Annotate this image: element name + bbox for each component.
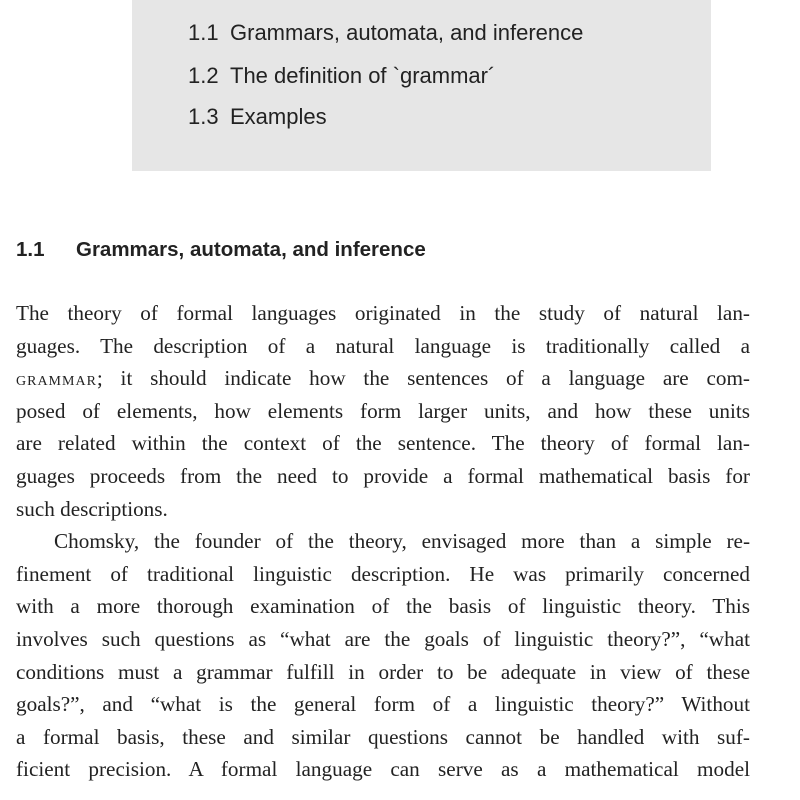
section-number: 1.1 — [16, 238, 45, 261]
paragraph — [16, 525, 750, 786]
text-line — [16, 362, 750, 395]
toc-entry-number: 1.3 — [188, 104, 219, 129]
text-line: are related within the context of the sentence. The theory of formal lan- — [16, 431, 750, 456]
toc-entry-number: 1.2 — [188, 63, 219, 88]
toc-entry[interactable] — [188, 62, 495, 90]
toc-entry-title: The definition of `grammar´ — [230, 63, 496, 88]
text-line: involves such questions as “what are the goals of linguistic theory?”, “what — [16, 626, 750, 651]
body-text — [16, 297, 750, 786]
text-line: finement of traditional linguistic description. He was primarily concerned — [16, 561, 750, 586]
text-line: The theory of formal languages originated in the study of natural lan- — [16, 301, 750, 325]
text-line: ficient precision. A formal language can serve as a mathematical model — [16, 757, 750, 782]
text-line: guages proceeds from the need to provide a formal mathematical basis for — [16, 463, 750, 488]
section-heading — [16, 236, 426, 264]
text-line: Chomsky, the founder of the theory, envisaged more than a simple re- — [54, 529, 750, 554]
text-line: guages. The description of a natural language is traditionally called a — [16, 333, 750, 358]
text-line: such descriptions. — [16, 496, 168, 521]
defined-term: grammar — [16, 369, 97, 391]
toc-entry-title: Examples — [230, 104, 327, 129]
paragraph — [16, 297, 750, 525]
text-line: with a more thorough examination of the basis of linguistic theory. This — [16, 594, 750, 619]
text-line: conditions must a grammar fulfill in order to be adequate in view of these — [16, 659, 750, 684]
section-title: Grammars, automata, and inference — [76, 238, 426, 261]
text-line: posed of elements, how elements form larger units, and how these units — [16, 398, 750, 423]
text-line: a formal basis, these and similar questions cannot be handled with suf- — [16, 724, 750, 749]
text-line: goals?”, and “what is the general form of a linguistic theory?” Without — [16, 692, 750, 717]
chapter-contents-box — [132, 0, 711, 171]
toc-entry-title: Grammars, automata, and inference — [230, 20, 584, 45]
toc-entry[interactable] — [188, 103, 327, 131]
text-line-rest: ; it should indicate how the sentences of a language are com- — [96, 366, 750, 391]
toc-entry[interactable] — [188, 19, 583, 47]
toc-entry-number: 1.1 — [188, 20, 219, 45]
